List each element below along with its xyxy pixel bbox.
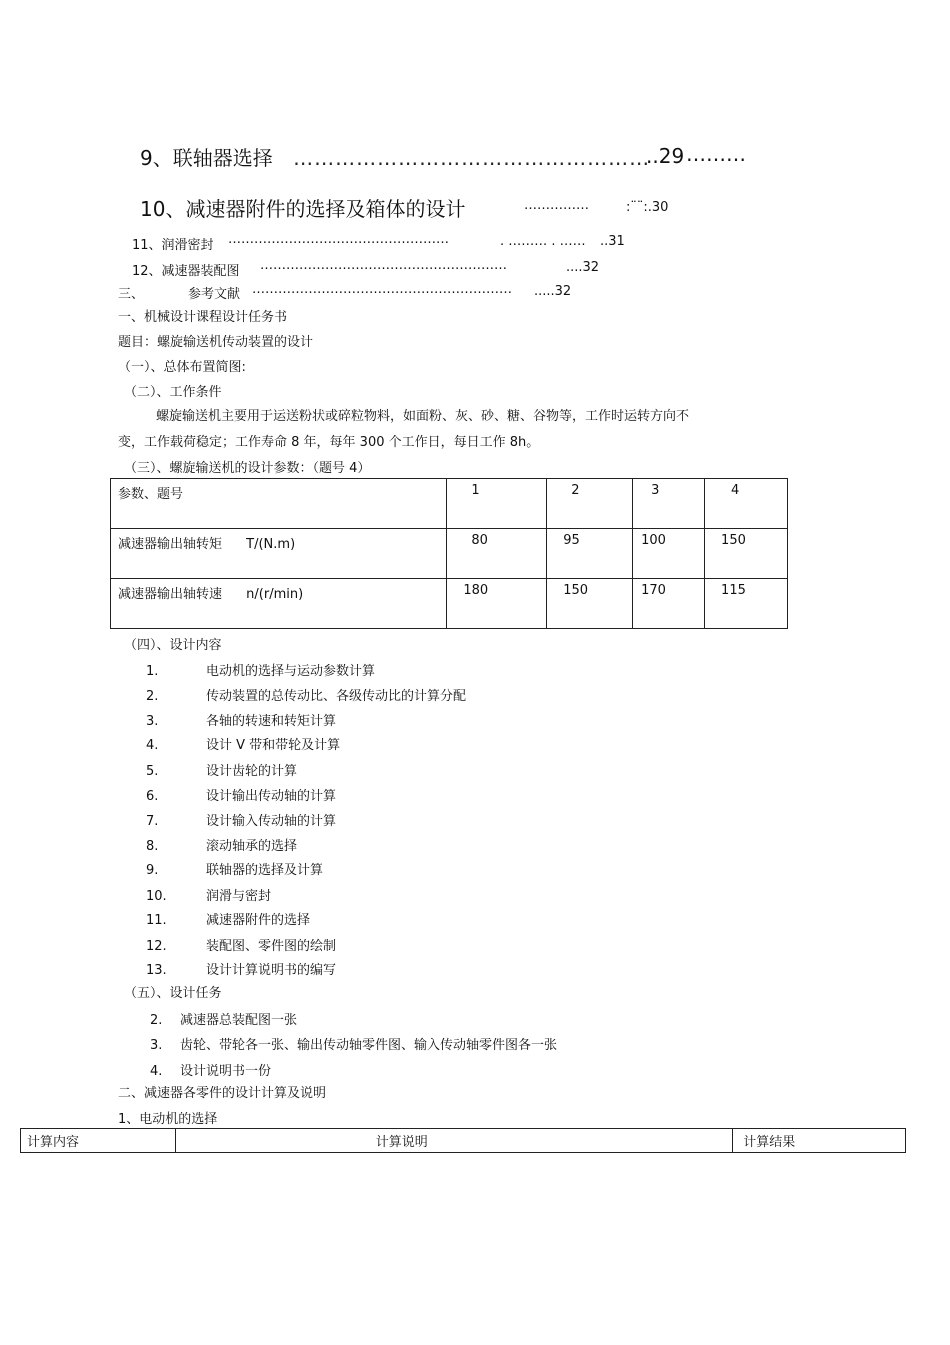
toc-label: 三、 (118, 287, 145, 302)
row-unit: T/(N.m) (246, 537, 296, 552)
toc-label: 11、润滑密封 (132, 238, 214, 253)
item-number: 13. (146, 963, 167, 978)
table-header-cell: 计算说明 (175, 1129, 732, 1153)
row-unit: n/(r/min) (246, 587, 304, 602)
item-text: 各轴的转速和转矩计算 (206, 714, 337, 729)
list-item (146, 959, 336, 978)
paragraph-line: 螺旋输送机主要用于运送粉状或碎粒物料，如面粉、灰、砂、糖、谷物等，工作时运转方向不 (156, 409, 690, 424)
table-cell: 1 (447, 479, 547, 529)
subsection-heading: （二）、工作条件 (124, 385, 222, 400)
item-text: 设计计算说明书的编写 (206, 963, 337, 978)
table-cell: 170 (633, 579, 705, 629)
item-text: 润滑与密封 (206, 889, 272, 904)
item-number: 6. (146, 789, 159, 804)
item-text: 电动机的选择与运动参数计算 (206, 664, 376, 679)
topic-line: 题目：螺旋输送机传动装置的设计 (118, 335, 314, 350)
table-cell: 115 (705, 579, 788, 629)
toc-page: :¨¨:.30 (626, 200, 669, 215)
item-text: 设计输出传动轴的计算 (206, 789, 337, 804)
subsection-heading: （一）、总体布置简图: (118, 360, 246, 375)
table-cell: 80 (447, 529, 547, 579)
table-row (111, 579, 788, 629)
list-item (150, 1034, 557, 1053)
table-cell: 参数、题号 (111, 479, 447, 529)
subsection-heading: （五）、设计任务 (124, 986, 222, 1001)
list-item (146, 685, 466, 704)
item-number: 5. (146, 764, 159, 779)
toc-page: ....32 (566, 260, 600, 275)
toc-dots: …………………………………………… (293, 146, 651, 170)
subsection-heading: （三）、螺旋输送机的设计参数：（题号 4） (124, 461, 371, 476)
list-item (146, 734, 340, 753)
list-item (146, 660, 375, 679)
table-header-cell: 计算内容 (21, 1129, 176, 1153)
list-item (146, 835, 297, 854)
table-cell: 4 (705, 479, 788, 529)
subsection-heading: 1、电动机的选择 (118, 1112, 218, 1127)
toc-label: 9、联轴器选择 (140, 146, 273, 170)
table-row (111, 529, 788, 579)
toc-page: ..29 (646, 144, 685, 168)
table-cell: 2 (547, 479, 633, 529)
list-item (146, 859, 323, 878)
toc-label: 参考文献 (188, 287, 241, 302)
item-number: 3. (146, 714, 159, 729)
calc-table (20, 1128, 906, 1153)
toc-item-10 (140, 193, 465, 222)
item-text: 传动装置的总传动比、各级传动比的计算分配 (206, 689, 467, 704)
table-cell: 150 (547, 579, 633, 629)
item-text: 设计输入传动轴的计算 (206, 814, 337, 829)
list-item (150, 1009, 297, 1028)
table-row (21, 1129, 906, 1153)
params-table (110, 478, 788, 629)
list-item (146, 810, 336, 829)
item-number: 4. (150, 1064, 163, 1079)
item-text: 滚动轴承的选择 (206, 839, 298, 854)
table-header-cell: 计算结果 (733, 1129, 906, 1153)
section-heading: 二、减速器各零件的设计计算及说明 (118, 1086, 327, 1101)
subsection-heading: （四）、设计内容 (124, 638, 222, 653)
toc-label: 12、减速器装配图 (132, 264, 240, 279)
table-cell (111, 579, 447, 629)
item-number: 12. (146, 939, 167, 954)
table-cell: 95 (547, 529, 633, 579)
item-number: 1. (146, 664, 159, 679)
toc-dots: …………………………………………………… (252, 282, 512, 297)
item-number: 3. (150, 1038, 163, 1053)
item-number: 8. (146, 839, 159, 854)
item-number: 9. (146, 863, 159, 878)
item-text: 装配图、零件图的绘制 (206, 939, 337, 954)
toc-dots: . ……… . …… (500, 234, 586, 249)
table-cell: 150 (705, 529, 788, 579)
table-cell (111, 529, 447, 579)
toc-dots: ……… (686, 142, 746, 166)
item-text: 设计说明书一份 (180, 1064, 272, 1079)
table-row (111, 479, 788, 529)
list-item (146, 935, 336, 954)
paragraph-line: 变，工作载荷稳定；工作寿命 8 年，每年 300 个工作日，每日工作 8h。 (118, 435, 540, 450)
item-text: 齿轮、带轮各一张、输出传动轴零件图、输入传动轴零件图各一张 (180, 1038, 558, 1053)
list-item (150, 1060, 271, 1079)
list-item (146, 909, 310, 928)
item-text: 设计 V 带和带轮及计算 (206, 738, 341, 753)
item-text: 减速器附件的选择 (206, 913, 311, 928)
list-item (146, 885, 271, 904)
item-number: 7. (146, 814, 159, 829)
toc-dots: …………… (524, 198, 589, 213)
row-label: 减速器输出轴转矩 (118, 537, 223, 552)
item-text: 联轴器的选择及计算 (206, 863, 324, 878)
list-item (146, 710, 336, 729)
toc-label: 10、减速器附件的选择及箱体的设计 (140, 197, 466, 221)
toc-dots: ………………………………………………… (260, 258, 507, 273)
item-number: 10. (146, 889, 167, 904)
item-number: 11. (146, 913, 167, 928)
list-item (146, 785, 336, 804)
toc-page: ..31 (600, 234, 625, 249)
table-cell: 3 (633, 479, 705, 529)
list-item (146, 760, 297, 779)
table-cell: 180 (447, 579, 547, 629)
item-number: 2. (146, 689, 159, 704)
item-text: 减速器总装配图一张 (180, 1013, 298, 1028)
toc-page: .....32 (534, 284, 572, 299)
toc-item-9 (140, 142, 650, 171)
table-cell: 100 (633, 529, 705, 579)
section-heading: 一、机械设计课程设计任务书 (118, 310, 288, 325)
item-number: 4. (146, 738, 159, 753)
row-label: 减速器输出轴转速 (118, 587, 223, 602)
toc-dots: …………………………………………… (228, 232, 449, 247)
item-number: 2. (150, 1013, 163, 1028)
item-text: 设计齿轮的计算 (206, 764, 298, 779)
